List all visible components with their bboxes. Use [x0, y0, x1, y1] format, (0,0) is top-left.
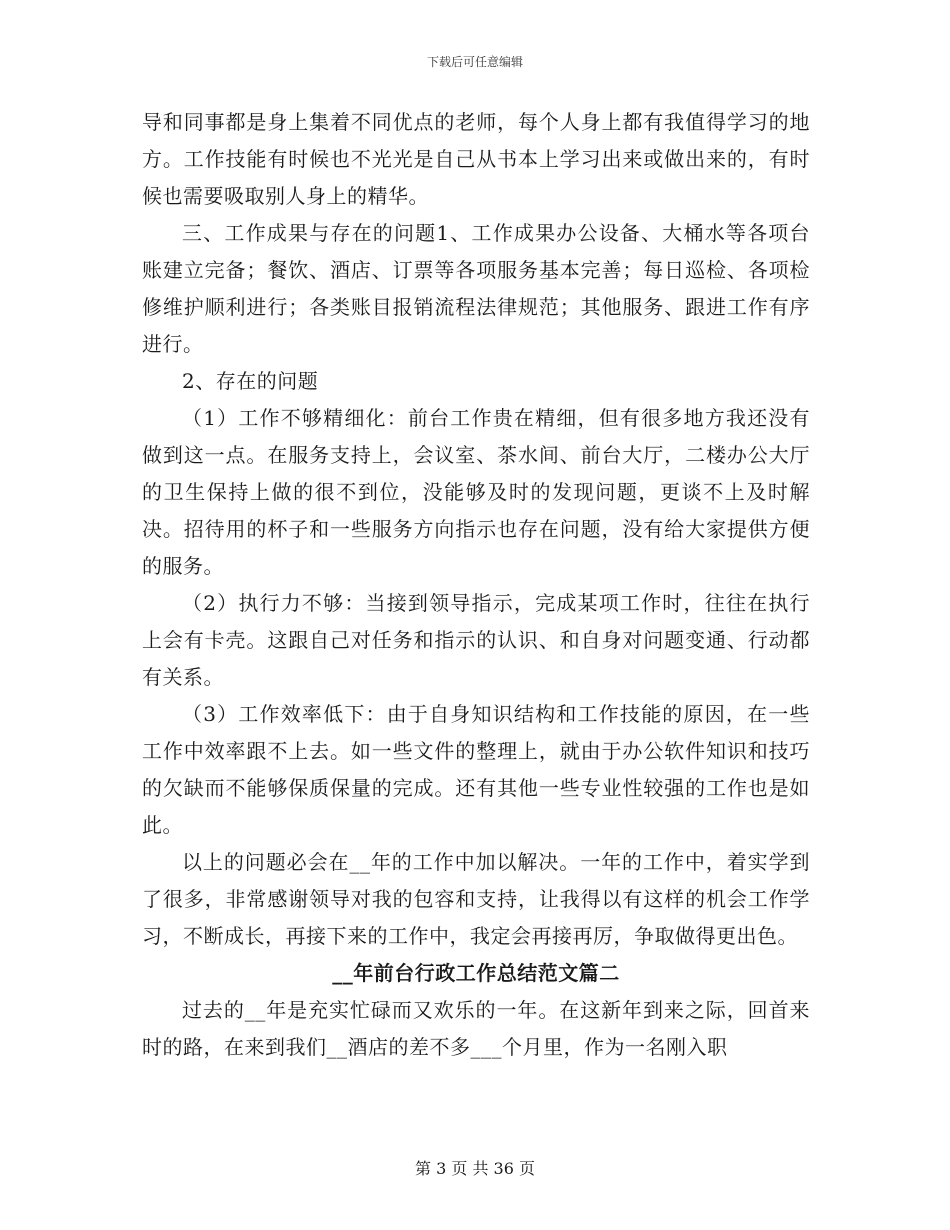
paragraph-continuation: 导和同事都是身上集着不同优点的老师，每个人身上都有我值得学习的地方。工作技能有时候也不光光是自己从书本上学习出来或做出来的，有时候也需要吸取别人身上的精华。	[142, 110, 810, 208]
paragraph-intro-part2: 过去的__年是充实忙碌而又欢乐的一年。在这新年到来之际，回首来时的路，在来到我们__酒店的差不多___个月里，作为一名刚入职	[142, 998, 810, 1059]
paragraph-problems-title: 2、存在的问题	[182, 369, 319, 393]
paragraph-problem-1: （1）工作不够精细化：前台工作贵在精细，但有很多地方我还没有做到这一点。在服务支持上，会议室、茶水间、前台大厅，二楼办公大厅的卫生保持上做的很不到位，没能够及时的发现问题，更谈不上及时解决。招待用的杯子和一些服务方向指示也存在问题，没有给大家提供方便的服务。	[142, 406, 810, 578]
paragraph-conclusion: 以上的问题必会在__年的工作中加以解决。一年的工作中，着实学到了很多，非常感谢领导对我的包容和支持，让我得以有这样的机会工作学习，不断成长，再接下来的工作中，我定会再接再厉，争取做得更出色。	[142, 850, 810, 948]
paragraph-work-results: 三、工作成果与存在的问题1、工作成果办公设备、大桶水等各项台账建立完备；餐饮、酒店、订票等各项服务基本完善；每日巡检、各项检修维护顺利进行；各类账目报销流程法律规范；其他服务、跟进工作有序进行。	[142, 221, 810, 356]
page-header-note: 下载后可任意编辑	[426, 55, 523, 69]
section-heading: __年前台行政工作总结范文篇二	[332, 961, 620, 985]
page-number: 第 3 页 共 36 页	[415, 1159, 535, 1178]
paragraph-problem-3: （3）工作效率低下：由于自身知识结构和工作技能的原因，在一些工作中效率跟不上去。如一些文件的整理上，就由于办公软件知识和技巧的欠缺而不能够保质保量的完成。还有其他一些专业性较强的工作也是如此。	[142, 702, 810, 837]
document-body	[142, 104, 810, 1066]
paragraph-problem-2: （2）执行力不够：当接到领导指示，完成某项工作时，往往在执行上会有卡壳。这跟自己对任务和指示的认识、和自身对问题变通、行动都有关系。	[142, 591, 810, 689]
